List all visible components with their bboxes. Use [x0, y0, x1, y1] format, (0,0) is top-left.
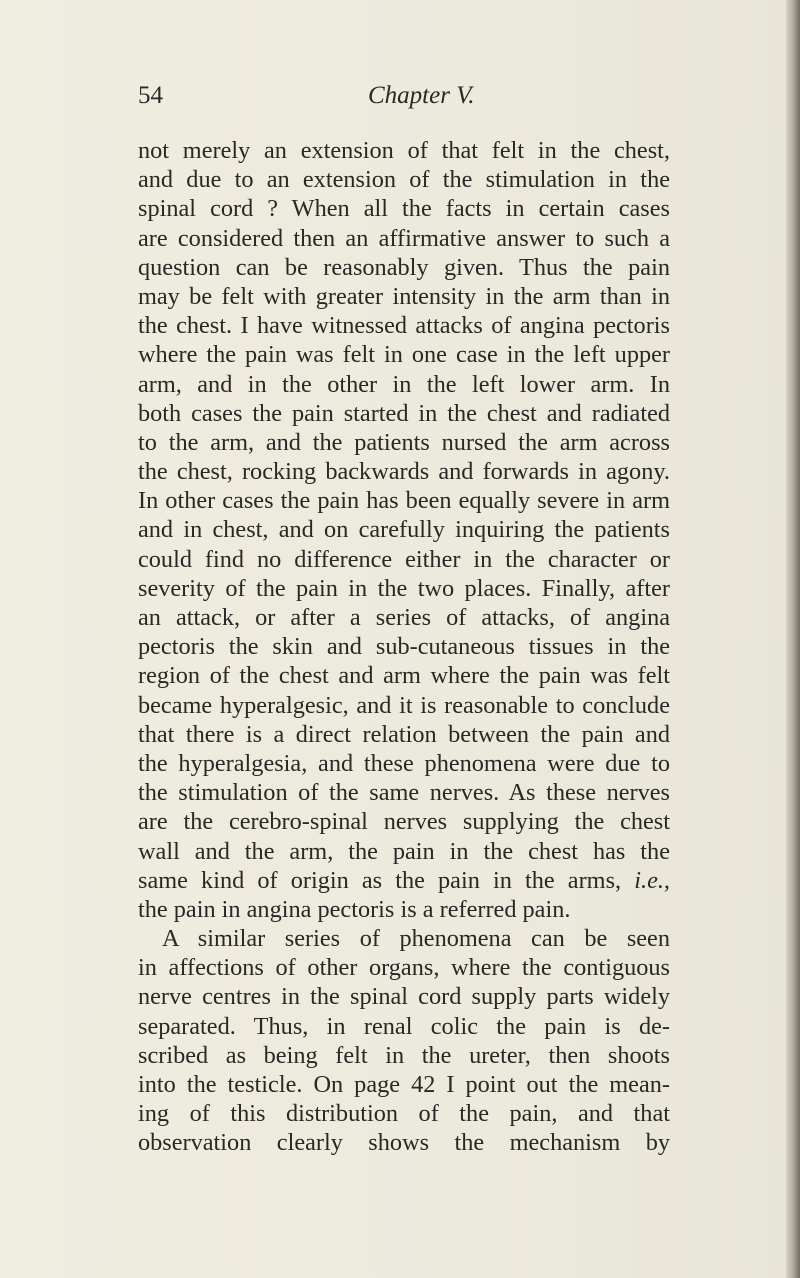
text-line: the hyperalgesia, and these phenomena were due to — [138, 749, 670, 777]
text-line: separated. Thus, in renal colic the pain is de- — [138, 1012, 670, 1040]
text-line: became hyperalgesic, and it is reasonable to conclude — [138, 691, 670, 719]
page-number: 54 — [138, 82, 163, 109]
text-line: that there is a direct relation between the pain and — [138, 720, 670, 748]
text-line: spinal cord ? When all the facts in certain cases — [138, 195, 670, 223]
text-line: and due to an extension of the stimulation in the — [138, 166, 670, 194]
text-line: arm, and in the other in the left lower arm. In — [138, 370, 670, 398]
paragraph-first-line: A similar series of phenomena can be seen — [162, 925, 670, 953]
text-line: may be felt with greater intensity in the arm than in — [138, 282, 670, 310]
text-line: region of the chest and arm where the pain was felt — [138, 662, 670, 690]
text-line: nerve centres in the spinal cord supply parts widely — [138, 983, 670, 1011]
italic-abbreviation: i.e., — [634, 866, 671, 894]
text-line: both cases the pain started in the chest and radiated — [138, 399, 670, 427]
text-line: the chest, rocking backwards and forwards in agony. — [138, 458, 670, 486]
text-segment: same kind of origin as the pain in the arms, — [138, 866, 622, 894]
text-line: severity of the pain in the two places. Finally, after — [138, 574, 670, 602]
text-line: and in chest, and on carefully inquiring the patients — [138, 516, 670, 544]
text-line: where the pain was felt in one case in the left upper — [138, 341, 670, 369]
text-line: question can be reasonably given. Thus the pain — [138, 253, 670, 281]
text-line: are the cerebro-spinal nerves supplying the chest — [138, 808, 670, 836]
text-line: ing of this distribution of the pain, and that — [138, 1100, 670, 1128]
text-line: the pain in angina pectoris is a referred pain. — [138, 895, 571, 923]
text-line: In other cases the pain has been equally severe in arm — [138, 487, 670, 515]
text-line: the chest. I have witnessed attacks of angina pectoris — [138, 312, 670, 340]
text-line: pectoris the skin and sub-cutaneous tissues in the — [138, 633, 670, 661]
chapter-title: Chapter V. — [368, 82, 475, 109]
text-line: in affections of other organs, where the contiguous — [138, 954, 670, 982]
text-line: an attack, or after a series of attacks, of angina — [138, 604, 670, 631]
page-binding-edge — [786, 0, 800, 1278]
text-line: wall and the arm, the pain in the chest has the — [138, 837, 670, 865]
text-line-with-italic — [138, 866, 670, 895]
text-line: not merely an extension of that felt in the chest, — [138, 137, 670, 164]
text-line: to the arm, and the patients nursed the arm across — [138, 428, 670, 456]
text-line: into the testicle. On page 42 I point out the mean- — [138, 1071, 670, 1098]
body-text — [138, 136, 670, 1158]
text-line: could find no difference either in the character or — [138, 545, 670, 573]
text-line: the stimulation of the same nerves. As these nerves — [138, 779, 670, 807]
running-head — [138, 82, 668, 118]
text-line: are considered then an affirmative answer to such a — [138, 224, 670, 252]
text-line: observation clearly shows the mechanism by — [138, 1129, 670, 1157]
text-line: scribed as being felt in the ureter, then shoots — [138, 1041, 670, 1069]
